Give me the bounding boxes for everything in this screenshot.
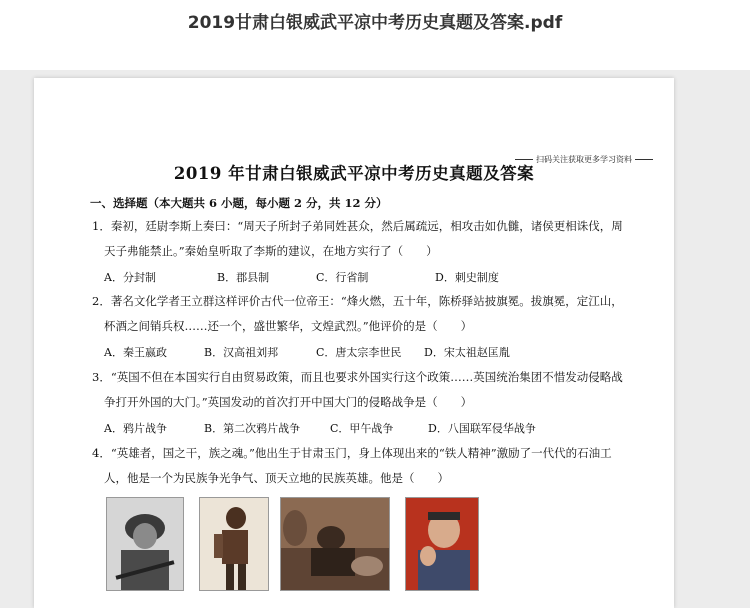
oilfield-photo — [280, 497, 390, 591]
question-2-option-c: C．唐太宗李世民 — [316, 346, 402, 359]
question-1-line-2: 天子弗能禁止。”秦始皇听取了李斯的建议，在地方实行了（ ） — [104, 244, 438, 258]
question-2-option-d: D．宋太祖赵匡胤 — [424, 346, 510, 359]
pdf-page — [34, 78, 674, 608]
question-3-option-a: A．鸦片战争 — [104, 422, 167, 435]
question-2-option-b: B．汉高祖刘邦 — [204, 346, 279, 359]
worker-photo — [199, 497, 269, 591]
question-1-option-c: C．行省制 — [316, 271, 369, 284]
watermark-text: 扫码关注获取更多学习资料 — [536, 155, 632, 164]
question-3-line-1: 3．“英国不但在本国实行自由贸易政策，而且也要求外国实行这个政策……英国统治集团不惜发动侵略战 — [92, 370, 623, 384]
document-title: 2019 年甘肃白银威武平凉中考历史真题及答案 — [173, 164, 535, 183]
file-name: 2019甘肃白银威武平凉中考历史真题及答案.pdf — [187, 13, 563, 33]
soldier-photo — [106, 497, 184, 591]
question-3-option-b: B．第二次鸦片战争 — [204, 422, 301, 435]
question-1-option-d: D．刺史制度 — [435, 271, 499, 284]
question-4-line-1: 4．“英雄者，国之干，族之魂。”他出生于甘肃玉门，身上体现出来的“铁人精神”激励了一代代的石油工 — [92, 446, 612, 460]
question-3-option-d: D．八国联军侵华战争 — [428, 422, 536, 435]
question-1-option-a: A．分封制 — [104, 271, 156, 284]
question-2-option-a: A．秦王嬴政 — [104, 346, 167, 359]
question-4-line-2: 人，他是一个为民族争光争气、顶天立地的民族英雄。他是（ ） — [104, 471, 449, 485]
viewer-header — [0, 0, 750, 70]
question-3-line-2: 争打开外国的大门。”英国发动的首次打开中国大门的侵略战争是（ ） — [104, 395, 473, 409]
question-3-option-c: C．甲午战争 — [330, 422, 394, 435]
question-1-option-b: B．郡县制 — [217, 271, 270, 284]
portrait-photo — [405, 497, 479, 591]
question-2-line-2: 杯酒之间销兵权……还一个，盛世繁华，文煌武烈。”他评价的是（ ） — [104, 319, 473, 333]
question-2-line-1: 2．著名文化学者王立群这样评价古代一位帝王：“烽火燃，五十年，陈桥驿站披旗冕。拔旗冕，定江山， — [92, 294, 623, 308]
section-heading: 一、选择题（本大题共 6 小题，每小题 2 分，共 12 分） — [90, 196, 388, 210]
question-1-line-1: 1．秦初，廷尉李斯上奏曰：“周天子所封子弟同姓甚众，然后属疏远，相攻击如仇雠，诸侯更相诛伐，周 — [92, 219, 623, 233]
